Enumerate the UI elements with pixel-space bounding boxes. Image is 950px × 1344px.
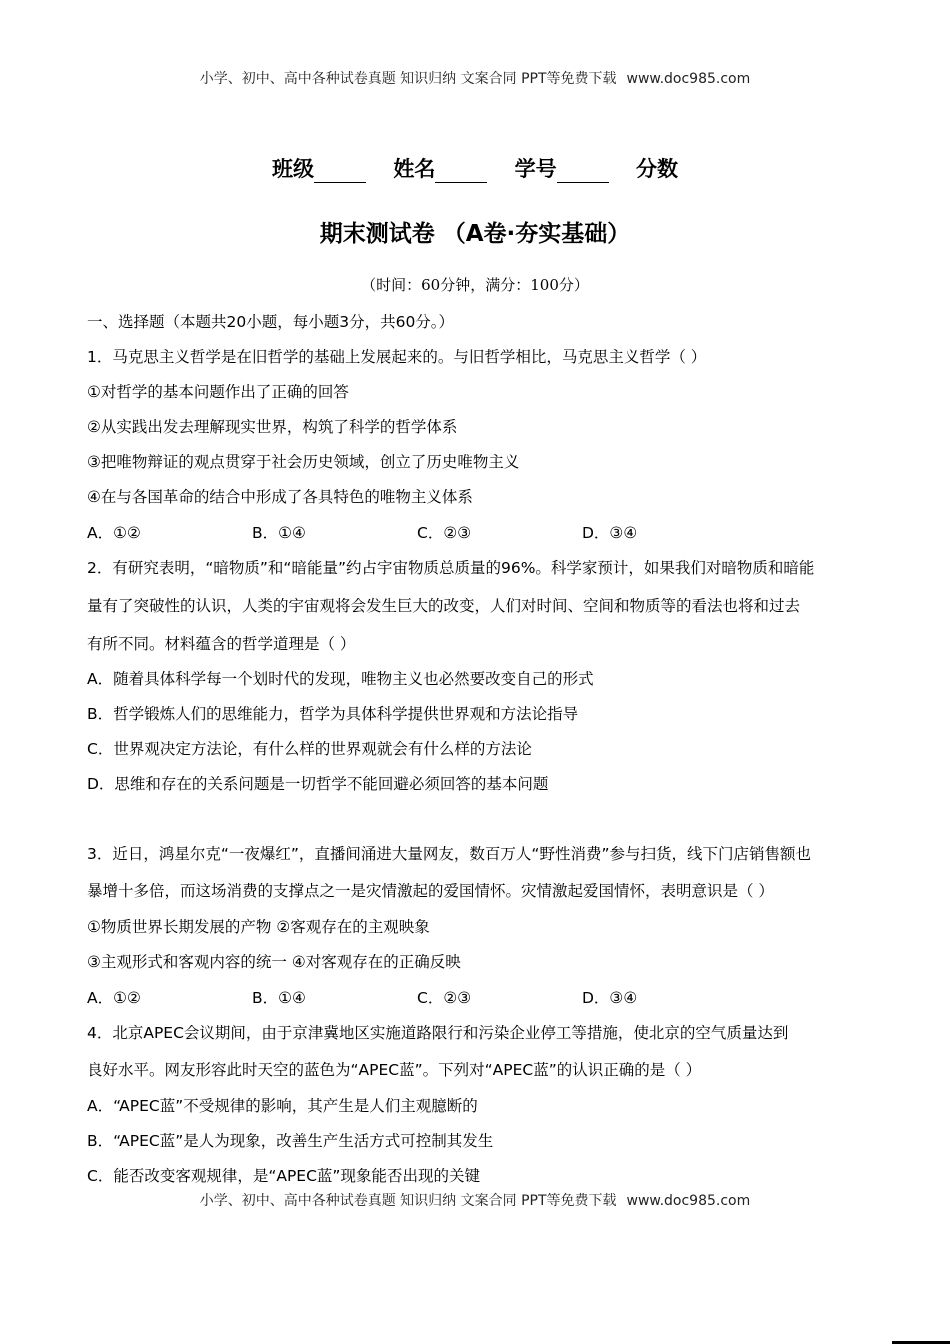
q4-option-c[interactable]: C．能否改变客观规律，是“APEC蓝”现象能否出现的关键	[87, 1167, 480, 1185]
q3-item-1: ①物质世界长期发展的产物 ②客观存在的主观映象	[87, 918, 430, 936]
q1-option-b[interactable]: B．①④	[252, 524, 306, 542]
q1-item-2: ②从实践出发去理解现实世界，构筑了科学的哲学体系	[87, 418, 458, 436]
q3-option-a[interactable]: A．①②	[87, 989, 141, 1007]
q3-stem-line-2: 暴增十多倍，而这场消费的支撑点之一是灾情激起的爱国情怀。灾情激起爱国情怀，表明意识是（ ）	[87, 882, 774, 900]
exam-title: 期末测试卷 （A卷·夯实基础）	[319, 221, 631, 247]
section-heading: 一、选择题（本题共20小题，每小题3分，共60分。）	[87, 313, 455, 331]
q1-option-d[interactable]: D．③④	[582, 524, 638, 542]
q3-option-b[interactable]: B．①④	[252, 989, 306, 1007]
q1-option-a[interactable]: A．①②	[87, 524, 141, 542]
q3-option-d[interactable]: D．③④	[582, 989, 638, 1007]
q1-stem: 1．马克思主义哲学是在旧哲学的基础上发展起来的。与旧哲学相比，马克思主义哲学（ ）	[87, 348, 707, 366]
q4-stem-line-2: 良好水平。网友形容此时天空的蓝色为“APEC蓝”。下列对“APEC蓝”的认识正确的是（ ）	[87, 1061, 702, 1079]
q1-item-1: ①对哲学的基本问题作出了正确的回答	[87, 383, 349, 401]
top-banner	[0, 68, 950, 88]
field-class: 班级	[272, 157, 366, 181]
bottom-banner	[0, 1190, 950, 1210]
q2-stem-line-1: 2．有研究表明，“暗物质”和“暗能量”约占宇宙物质总质量的96%。科学家预计，如果我们对暗物质和暗能	[87, 559, 815, 577]
q3-item-2: ③主观形式和客观内容的统一 ④对客观存在的正确反映	[87, 953, 461, 971]
field-id: 学号	[515, 157, 609, 181]
q2-option-d[interactable]: D．思维和存在的关系问题是一切哲学不能回避必须回答的基本问题	[87, 775, 549, 793]
q1-options	[87, 521, 747, 543]
bottom-banner-site: www.doc985.com	[626, 1193, 751, 1209]
field-score: 分数	[635, 157, 678, 181]
q2-option-c[interactable]: C．世界观决定方法论，有什么样的世界观就会有什么样的方法论	[87, 740, 532, 758]
banner-site: www.doc985.com	[626, 71, 751, 87]
header-fields	[0, 153, 950, 183]
q2-stem-line-3: 有所不同。材料蕴含的哲学道理是（ ）	[87, 635, 356, 653]
q1-option-c[interactable]: C．②③	[417, 524, 472, 542]
q3-stem-line-1: 3．近日，鸿星尔克“一夜爆红”，直播间涌进大量网友，数百万人“野性消费”参与扫货，线下门店销售额也	[87, 845, 811, 863]
q4-option-a[interactable]: A．“APEC蓝”不受规律的影响，其产生是人们主观臆断的	[87, 1097, 478, 1115]
q2-option-a[interactable]: A．随着具体科学每一个划时代的发现，唯物主义也必然要改变自己的形式	[87, 670, 594, 688]
q1-item-4: ④在与各国革命的结合中形成了各具特色的唯物主义体系	[87, 488, 473, 506]
exam-subtitle: （时间：60分钟，满分：100分）	[361, 276, 589, 294]
banner-text: 小学、初中、高中各种试卷真题 知识归纳 文案合同 PPT等免费下载	[199, 71, 617, 87]
q3-option-c[interactable]: C．②③	[417, 989, 472, 1007]
q4-stem-line-1: 4．北京APEC会议期间，由于京津冀地区实施道路限行和污染企业停工等措施，使北京的空气质量达到	[87, 1024, 789, 1042]
q2-option-b[interactable]: B．哲学锻炼人们的思维能力，哲学为具体科学提供世界观和方法论指导	[87, 705, 579, 723]
q4-option-b[interactable]: B．“APEC蓝”是人为现象，改善生产生活方式可控制其发生	[87, 1132, 494, 1150]
q1-item-3: ③把唯物辩证的观点贯穿于社会历史领域，创立了历史唯物主义	[87, 453, 520, 471]
q2-stem-line-2: 量有了突破性的认识，人类的宇宙观将会发生巨大的改变，人们对时间、空间和物质等的看法也将和过去	[87, 597, 801, 615]
q3-options	[87, 986, 747, 1008]
field-name: 姓名	[393, 157, 487, 181]
bottom-banner-text: 小学、初中、高中各种试卷真题 知识归纳 文案合同 PPT等免费下载	[199, 1193, 617, 1209]
